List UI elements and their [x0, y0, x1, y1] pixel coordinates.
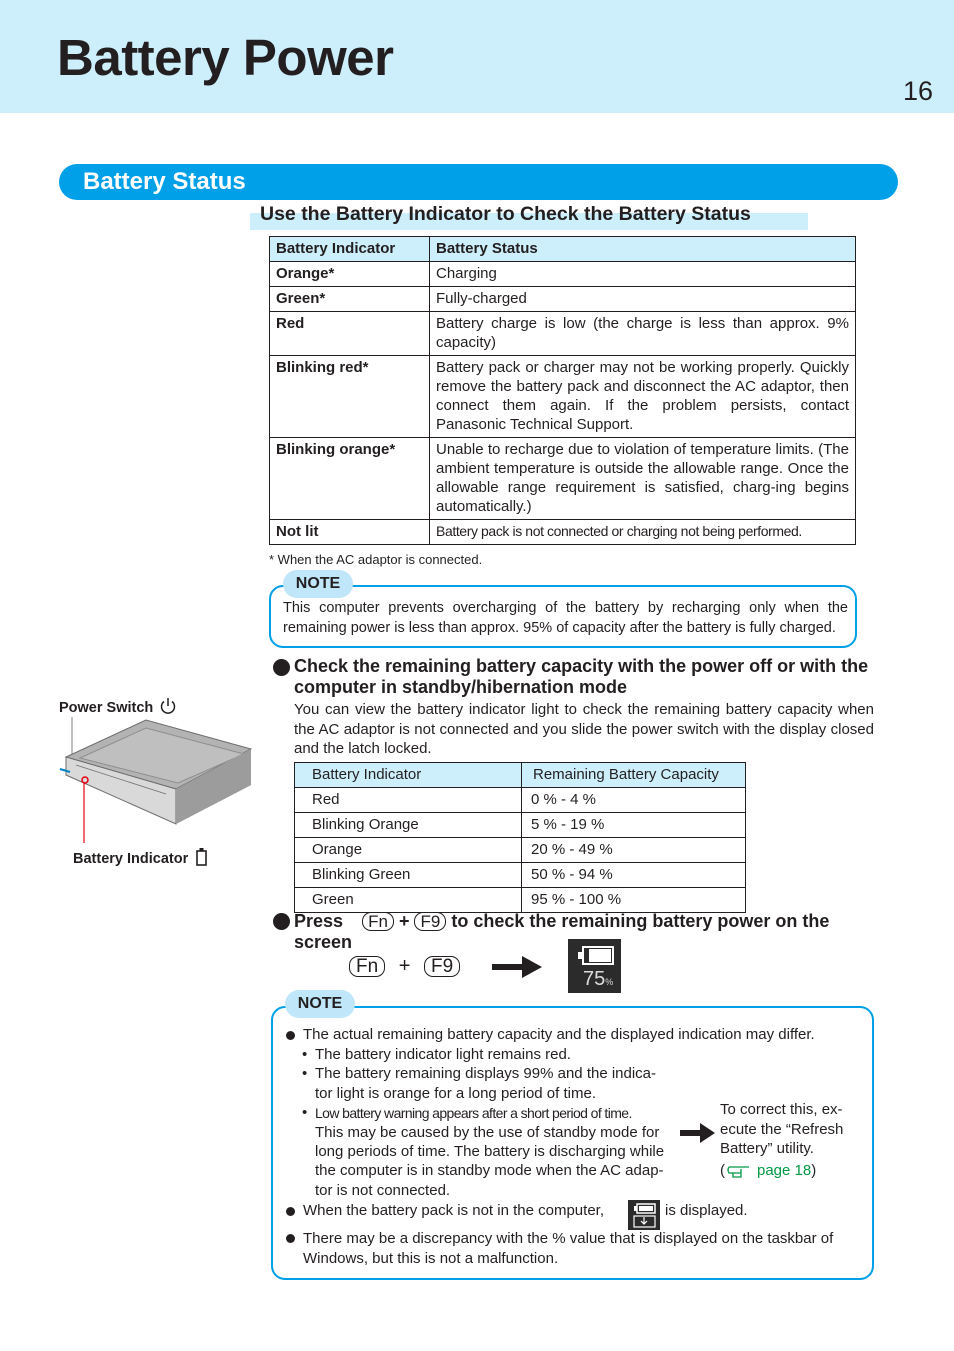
battery-indicator-label: Battery Indicator: [73, 847, 209, 868]
capacity-cell: 20 % - 49 %: [522, 838, 746, 863]
battery-status-table: [269, 236, 856, 545]
indicator-cell: Green: [295, 888, 522, 913]
note-item-end: is displayed.: [665, 1202, 748, 1219]
table-row: [270, 438, 856, 520]
indicator-cell: Green*: [270, 287, 430, 312]
indicator-cell: Blinking orange*: [270, 438, 430, 520]
indicator-cell: Red: [295, 788, 522, 813]
fn-key: Fn: [349, 956, 385, 977]
f9-key: F9: [424, 956, 460, 977]
status-cell: Charging: [430, 262, 856, 287]
table-footnote: * When the AC adaptor is connected.: [269, 552, 483, 567]
table-header-cell: Remaining Battery Capacity: [522, 763, 746, 788]
table-header-row: [270, 237, 856, 262]
battery-absent-icon: [628, 1200, 660, 1230]
indicator-cell: Orange: [295, 838, 522, 863]
note-sub-item-line: tor is not connected.: [315, 1182, 451, 1199]
table-row: [295, 788, 746, 813]
page-title: Battery Power: [57, 29, 394, 86]
status-cell: Unable to recharge due to violation of temperature limits. (The ambient temperature is outside the allowable range. Once the allowable range requirement is satisfied, charg-ing begins automatically.): [430, 438, 856, 520]
note-sub-item-line: The battery remaining displays 99% and the indica-: [315, 1065, 657, 1082]
sub-bullet-marker: •: [302, 1065, 308, 1082]
battery-outline-icon: [195, 847, 209, 867]
note-text-content: This computer prevents overcharging of the battery by recharging only when the remaining power is less than approx. 95% of capacity after the battery is fully charged.: [283, 600, 848, 636]
status-cell: Battery charge is low (the charge is less than approx. 9% capacity): [430, 312, 856, 356]
table-header-cell: Battery Status: [430, 237, 856, 262]
note-label: NOTE: [285, 990, 355, 1018]
status-cell: Fully-charged: [430, 287, 856, 312]
fn-key: Fn: [362, 912, 394, 931]
table-row: [295, 863, 746, 888]
bullet-icon: [286, 1234, 295, 1243]
table-header-row: [295, 763, 746, 788]
note-sub-item-line: long periods of time. The battery is discharging while: [315, 1143, 665, 1160]
indicator-cell: Blinking red*: [270, 356, 430, 438]
sub-heading: Use the Battery Indicator to Check the Battery Status: [260, 203, 751, 225]
indicator-cell: Blinking Green: [295, 863, 522, 888]
table-header-cell: Battery Indicator: [295, 763, 522, 788]
indicator-cell: Orange*: [270, 262, 430, 287]
plus-sign: +: [398, 911, 410, 931]
note-sub-item-line: tor light is orange for a long period of time.: [315, 1085, 596, 1102]
arrow-right-icon: [492, 954, 544, 980]
arrow-right-icon: [680, 1122, 716, 1144]
power-switch-label: Power Switch: [59, 697, 177, 717]
fix-text-line: To correct this, ex-: [720, 1101, 843, 1118]
table-header-cell: Battery Indicator: [270, 237, 430, 262]
table-row: [270, 520, 856, 545]
power-icon: [159, 697, 177, 715]
note-item: The actual remaining battery capacity and the displayed indication may differ.: [303, 1026, 815, 1043]
f9-key: F9: [414, 912, 446, 931]
section-title: Battery Status: [83, 168, 246, 195]
sub-bullet-marker: •: [302, 1046, 308, 1063]
bullet-icon: [273, 913, 290, 930]
table-row: [270, 287, 856, 312]
note-label: NOTE: [283, 570, 353, 598]
bullet-heading: Check the remaining battery capacity with the power off or with the computer in standby/hibernation mode: [294, 656, 869, 697]
page-reference: ( page 18): [720, 1162, 817, 1179]
press-text: Press: [294, 911, 344, 931]
fix-text-line: Battery” utility.: [720, 1140, 814, 1157]
indicator-cell: Blinking Orange: [295, 813, 522, 838]
sub-bullet-marker: •: [302, 1104, 308, 1121]
note-sub-item-line: Low battery warning appears after a short period of time.: [315, 1105, 632, 1121]
bullet-heading-continued: screen: [294, 932, 353, 952]
note-sub-item: The battery indicator light remains red.: [315, 1046, 571, 1063]
battery-display: [568, 939, 621, 993]
capacity-table: [294, 762, 746, 913]
status-cell: Battery pack or charger may not be working properly. Quickly remove the battery pack and disconnect the AC adaptor, then connect them again. If the problem persists, contact Panasonic Technical Support.: [430, 356, 856, 438]
note-text: [283, 599, 848, 638]
note-sub-item-line: the computer is in standby mode when the AC adap-: [315, 1162, 664, 1179]
bullet-body: You can view the battery indicator light to check the remaining battery capacity when the AC adaptor is not connected and you slide the power switch with the display closed and the latch locked.: [294, 701, 874, 757]
table-row: [295, 813, 746, 838]
fix-text-line: ecute the “Refresh: [720, 1121, 844, 1138]
bullet-heading-rest: to check the remaining battery power on the: [451, 911, 830, 931]
page-number: 16: [903, 76, 934, 106]
table-row: [270, 262, 856, 287]
bullet-icon: [286, 1207, 295, 1216]
table-row: [295, 888, 746, 913]
note-sub-item-line: This may be caused by the use of standby mode for: [315, 1124, 660, 1141]
capacity-cell: 50 % - 94 %: [522, 863, 746, 888]
capacity-cell: 95 % - 100 %: [522, 888, 746, 913]
note-item: When the battery pack is not in the computer,: [303, 1202, 604, 1219]
key-combo: [349, 955, 460, 978]
bullet-icon: [273, 659, 290, 676]
table-row: [295, 838, 746, 863]
bullet-heading: [294, 911, 829, 932]
table-row: [270, 312, 856, 356]
status-cell: Battery pack is not connected or charging not being performed.: [430, 520, 856, 545]
page-18-link[interactable]: page 18: [757, 1162, 812, 1179]
indicator-cell: Not lit: [270, 520, 430, 545]
bullet-icon: [286, 1031, 295, 1040]
plus-sign: +: [398, 955, 411, 977]
note-item: There may be a discrepancy with the % value that is displayed on the taskbar of Windows, but this is not a malfunction.: [303, 1230, 834, 1267]
indicator-cell: Red: [270, 312, 430, 356]
battery-value: 75%: [583, 968, 614, 990]
no-battery-icon: [628, 1200, 660, 1230]
pointing-hand-icon: [725, 1160, 757, 1180]
capacity-cell: 0 % - 4 %: [522, 788, 746, 813]
table-row: [270, 356, 856, 438]
capacity-cell: 5 % - 19 %: [522, 813, 746, 838]
laptop-illustration: [56, 717, 252, 845]
